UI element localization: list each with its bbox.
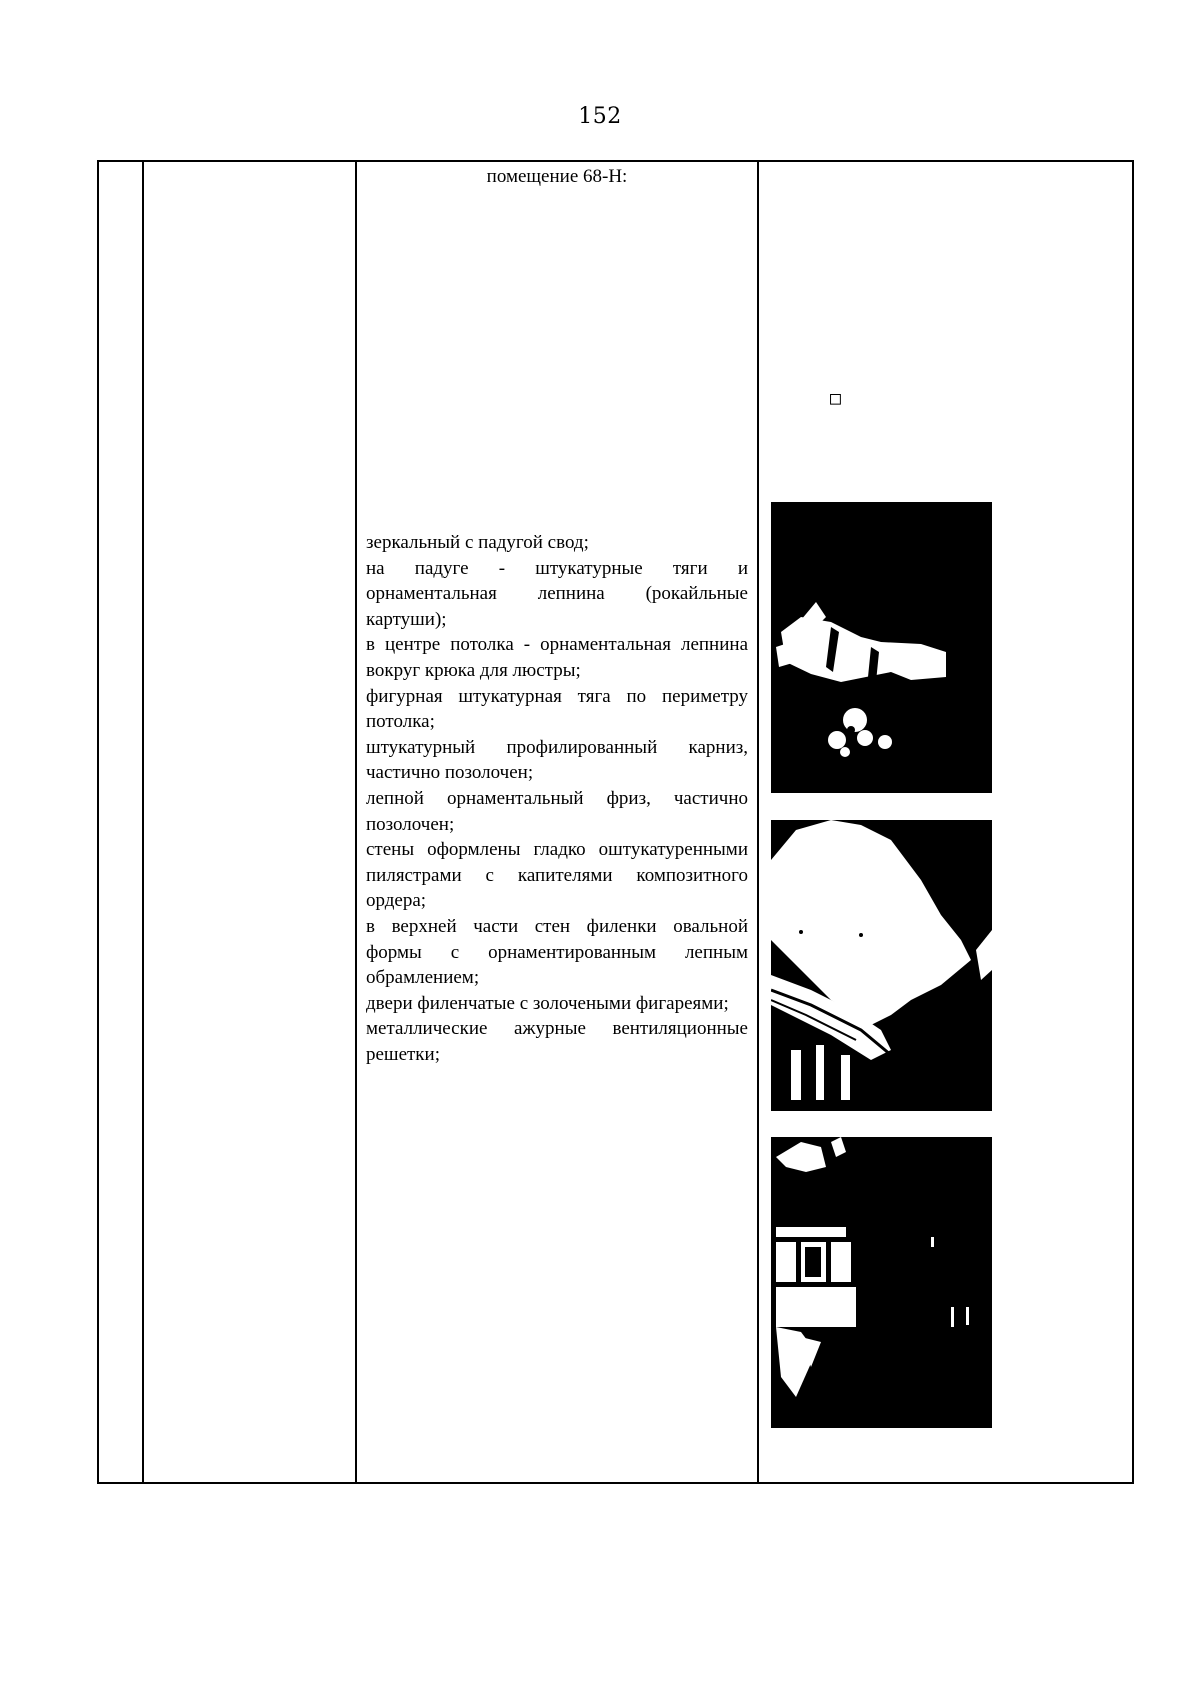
- description-item: лепной орнаментальный фриз, частично позолочен;: [366, 787, 748, 835]
- placeholder-square-icon: □: [830, 388, 841, 409]
- description-item: в центре потолка - орнаментальная лепнина вокруг крюка для люстры;: [366, 634, 748, 681]
- description-item: двери филенчатые с золочеными фигареями;: [366, 992, 729, 1014]
- description-item: металлические ажурные вентиляционные решетки;: [366, 1018, 748, 1065]
- description-item: фигурная штукатурная тяга по периметру потолка;: [366, 685, 748, 733]
- column-divider-1: [142, 160, 144, 1484]
- wall-with-doors-photo: [771, 1137, 992, 1428]
- description-item: зеркальный с падугой свод;: [366, 532, 589, 553]
- room-heading: помещение 68-Н:: [486, 166, 628, 187]
- column-divider-2: [355, 160, 357, 1484]
- table-left-border: [97, 160, 99, 1484]
- description-item: на падуге - штукатурные тяги и орнаментальная лепнина (рокайльные картуши);: [366, 557, 748, 630]
- ceiling-with-chandelier-photo: [771, 502, 992, 793]
- description-item: штукатурный профилированный карниз, частично позолочен;: [366, 736, 748, 784]
- description-item: стены оформлены гладко оштукатуренными пилястрами с капителями композитного ордера;: [366, 839, 748, 912]
- table-top-border: [97, 160, 1134, 162]
- table-right-border: [1132, 160, 1134, 1484]
- ceiling-cornice-photo: [771, 820, 992, 1111]
- column-divider-3: [757, 160, 759, 1484]
- table-bottom-border: [97, 1482, 1134, 1484]
- page-number: 152: [578, 104, 622, 129]
- description-list: [366, 530, 748, 1067]
- description-item: в верхней части стен филенки овальной формы с орнаментированным лепным обрамлением;: [366, 915, 748, 989]
